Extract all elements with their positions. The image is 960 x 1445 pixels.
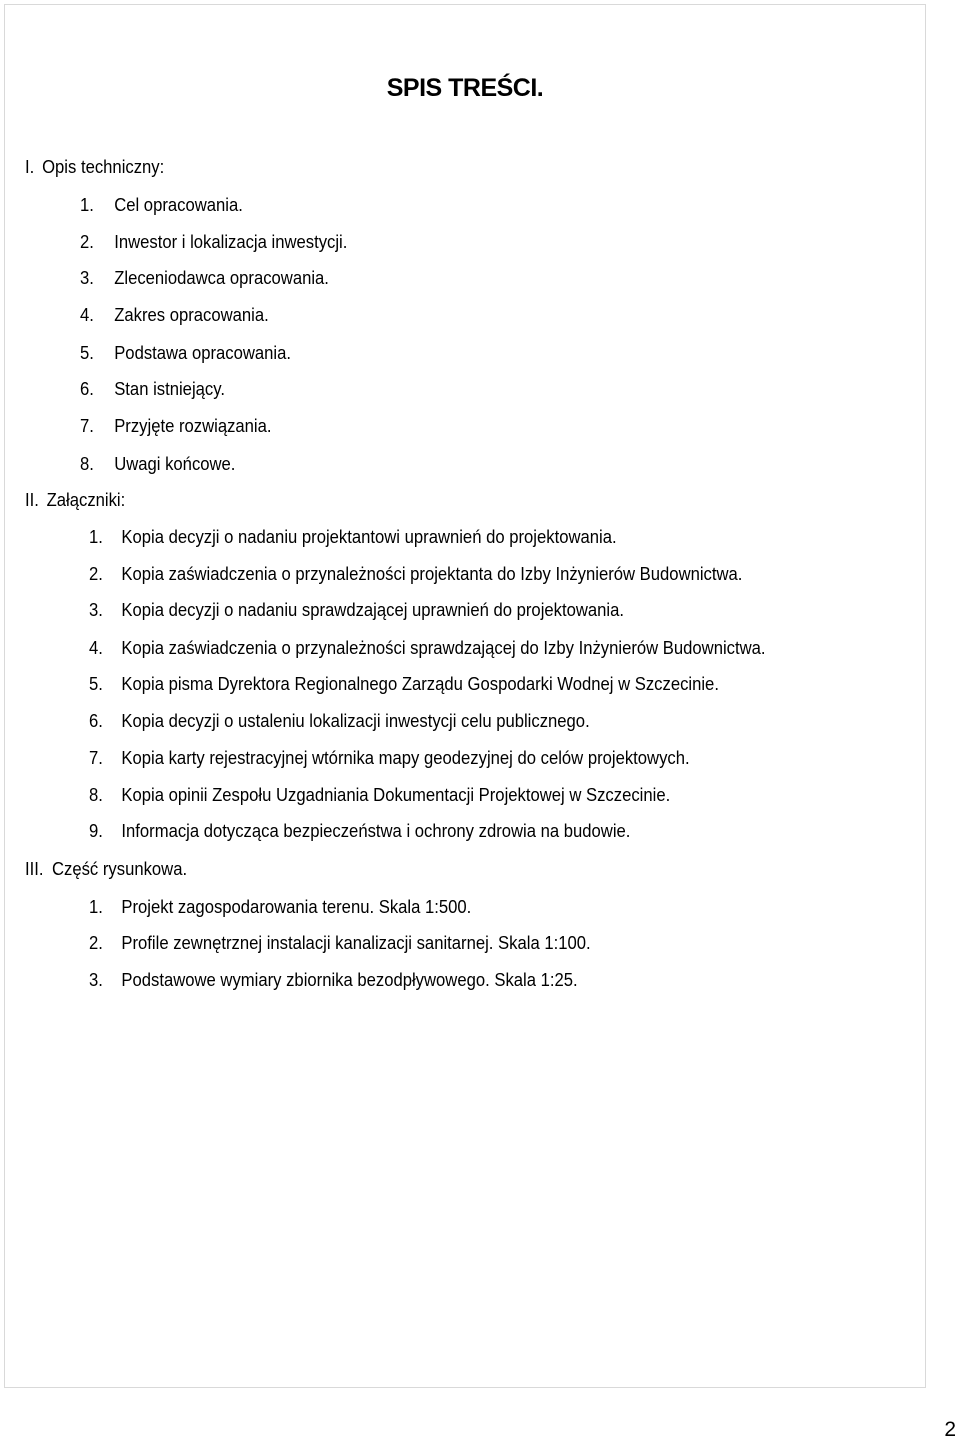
- item-number: 4.: [80, 304, 94, 325]
- item-text: Kopia decyzji o nadaniu sprawdzającej uprawnień do projektowania.: [121, 599, 624, 620]
- item-text: Stan istniejący.: [114, 378, 225, 399]
- item-number: 9.: [89, 820, 103, 841]
- section-label: Załączniki:: [46, 489, 126, 510]
- item-text: Kopia zaświadczenia o przynależności sprawdzającej do Izby Inżynierów Budownictwa.: [121, 637, 766, 658]
- item-number: 6.: [80, 378, 94, 399]
- item-text: Projekt zagospodarowania terenu. Skala 1:500.: [121, 896, 472, 917]
- item-text: Kopia zaświadczenia o przynależności projektanta do Izby Inżynierów Budownictwa.: [121, 563, 743, 584]
- item-text: Kopia decyzji o nadaniu projektantowi uprawnień do projektowania.: [121, 526, 617, 547]
- item-number: 2.: [80, 231, 94, 252]
- page-number: 2: [944, 1418, 956, 1441]
- item-number: 3.: [89, 599, 103, 620]
- item-text: Podstawa opracowania.: [114, 342, 291, 363]
- item-text: Kopia decyzji o ustaleniu lokalizacji inwestycji celu publicznego.: [121, 710, 590, 731]
- item-text: Podstawowe wymiary zbiornika bezodpływowego. Skala 1:25.: [121, 969, 578, 990]
- page-title: SPIS TREŚCI.: [386, 74, 544, 102]
- section-label: Część rysunkowa.: [52, 858, 188, 879]
- item-number: 2.: [89, 563, 103, 584]
- item-number: 5.: [80, 342, 94, 363]
- item-text: Przyjęte rozwiązania.: [114, 415, 272, 436]
- item-text: Informacja dotycząca bezpieczeństwa i ochrony zdrowia na budowie.: [121, 820, 631, 841]
- section-label: Opis techniczny:: [42, 156, 165, 177]
- item-number: 1.: [80, 194, 94, 215]
- item-number: 7.: [80, 415, 94, 436]
- item-number: 3.: [89, 969, 103, 990]
- item-number: 4.: [89, 637, 103, 658]
- item-text: Kopia pisma Dyrektora Regionalnego Zarządu Gospodarki Wodnej w Szczecinie.: [121, 673, 719, 694]
- item-text: Kopia karty rejestracyjnej wtórnika mapy geodezyjnej do celów projektowych.: [121, 747, 690, 768]
- item-text: Inwestor i lokalizacja inwestycji.: [114, 231, 348, 252]
- item-number: 7.: [89, 747, 103, 768]
- item-text: Zakres opracowania.: [114, 304, 269, 325]
- section-number: II.: [25, 489, 39, 510]
- item-text: Uwagi końcowe.: [114, 453, 236, 474]
- item-text: Kopia opinii Zespołu Uzgadniania Dokumentacji Projektowej w Szczecinie.: [121, 784, 671, 805]
- item-number: 1.: [89, 896, 103, 917]
- item-number: 6.: [89, 710, 103, 731]
- item-text: Profile zewnętrznej instalacji kanalizacji sanitarnej. Skala 1:100.: [121, 932, 591, 953]
- item-text: Cel opracowania.: [114, 194, 243, 215]
- item-number: 5.: [89, 673, 103, 694]
- item-number: 8.: [80, 453, 94, 474]
- section-number: I.: [25, 156, 35, 177]
- section-number: III.: [25, 858, 44, 879]
- item-number: 8.: [89, 784, 103, 805]
- item-number: 1.: [89, 526, 103, 547]
- item-number: 3.: [80, 267, 94, 288]
- item-number: 2.: [89, 932, 103, 953]
- item-text: Zleceniodawca opracowania.: [114, 267, 329, 288]
